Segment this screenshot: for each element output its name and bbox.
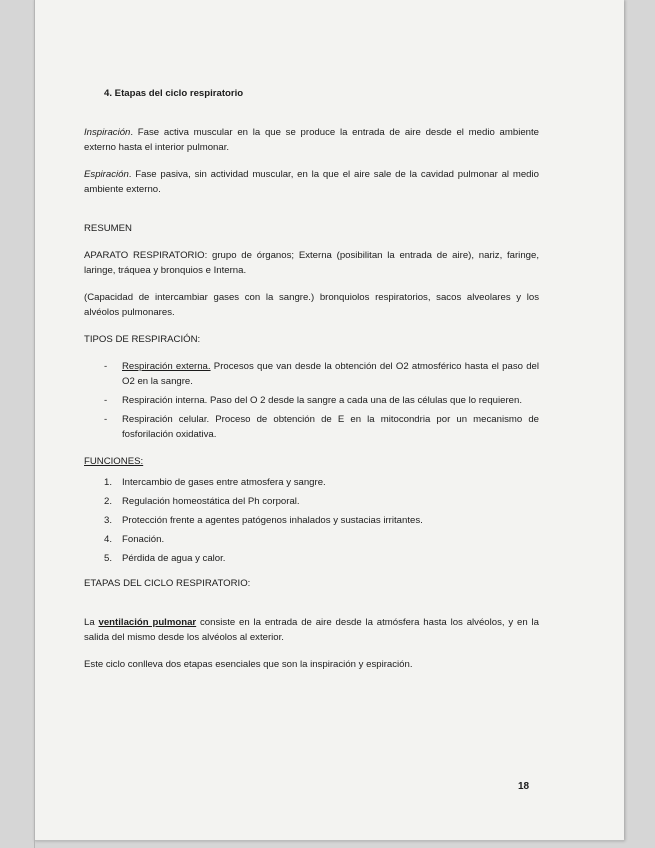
tipo-term: Respiración celular. xyxy=(122,414,210,425)
list-item xyxy=(84,412,539,442)
espiracion-text: . Fase pasiva, sin actividad muscular, en la que el aire sale de la cavidad pulmonar al medio ambiente externo. xyxy=(84,169,539,195)
tipos-title: TIPOS DE RESPIRACIÓN: xyxy=(84,334,201,345)
capacidad-paragraph: (Capacidad de intercambiar gases con la sangre.) bronquiolos respiratorios, sacos alveolares y los alvéolos pulmonares. xyxy=(84,292,539,318)
item-text: Protección frente a agentes patógenos inhalados y sustacias irritantes. xyxy=(122,515,423,526)
tipo-term: Respiración externa. xyxy=(122,361,211,372)
espiracion-term: Espiración xyxy=(84,169,129,180)
tipo-term: Respiración interna. xyxy=(122,395,208,406)
list-item xyxy=(84,359,539,389)
ventilacion-pre: La xyxy=(84,617,99,628)
list-item xyxy=(84,532,539,547)
list-item xyxy=(84,494,539,509)
item-number: 5. xyxy=(104,553,113,564)
list-item xyxy=(84,551,539,566)
item-number: 2. xyxy=(104,496,113,507)
item-number: 1. xyxy=(104,477,113,488)
tipo-text: Proceso de obtención de E en la mitocondria por un mecanismo de fosforilación oxidativa. xyxy=(122,414,539,440)
page-number: 18 xyxy=(518,781,530,792)
aparato-paragraph: APARATO RESPIRATORIO: grupo de órganos; Externa (posibilitan la entrada de aire), nariz, faringe, laringe, tráquea y bronquios e Interna. xyxy=(84,250,539,276)
ventilacion-paragraph xyxy=(84,615,539,645)
page-text xyxy=(84,86,539,672)
page-edge xyxy=(34,0,35,848)
list-item xyxy=(84,513,539,528)
item-text: Intercambio de gases entre atmosfera y sangre. xyxy=(122,477,326,488)
resumen-title: RESUMEN xyxy=(84,223,132,234)
ventilacion-term: ventilación pulmonar xyxy=(98,617,197,628)
item-number: 4. xyxy=(104,534,113,545)
ventilacion-text: consiste en la entrada de aire desde la atmósfera hasta los alvéolos, y en la salida del mismo desde los alvéolos al exterior. xyxy=(84,617,539,643)
list-item xyxy=(84,475,539,490)
ciclo-paragraph: Este ciclo conlleva dos etapas esenciales que son la inspiración y espiración. xyxy=(84,659,413,670)
item-text: Regulación homeostática del Ph corporal. xyxy=(122,496,300,507)
section-heading: 4. Etapas del ciclo respiratorio xyxy=(104,88,244,99)
funciones-title: FUNCIONES: xyxy=(84,456,144,467)
list-item xyxy=(84,393,539,408)
tipos-list xyxy=(84,359,539,442)
funciones-list xyxy=(84,475,539,566)
espiracion-paragraph xyxy=(84,167,539,197)
inspiracion-term: Inspiración xyxy=(84,127,131,138)
item-text: Fonación. xyxy=(122,534,165,545)
inspiracion-text: . Fase activa muscular en la que se produce la entrada de aire desde el medio ambiente externo hasta el interior pulmonar. xyxy=(84,127,539,153)
item-number: 3. xyxy=(104,515,113,526)
tipo-text: Procesos que van desde la obtención del O2 atmosférico hasta el paso del O2 en la sangre. xyxy=(122,361,539,387)
inspiracion-paragraph xyxy=(84,125,539,155)
etapas-title: ETAPAS DEL CICLO RESPIRATORIO: xyxy=(84,578,251,589)
tipo-text: Paso del O 2 desde la sangre a cada una de las células que lo requieren. xyxy=(207,395,523,406)
item-text: Pérdida de agua y calor. xyxy=(122,553,226,564)
